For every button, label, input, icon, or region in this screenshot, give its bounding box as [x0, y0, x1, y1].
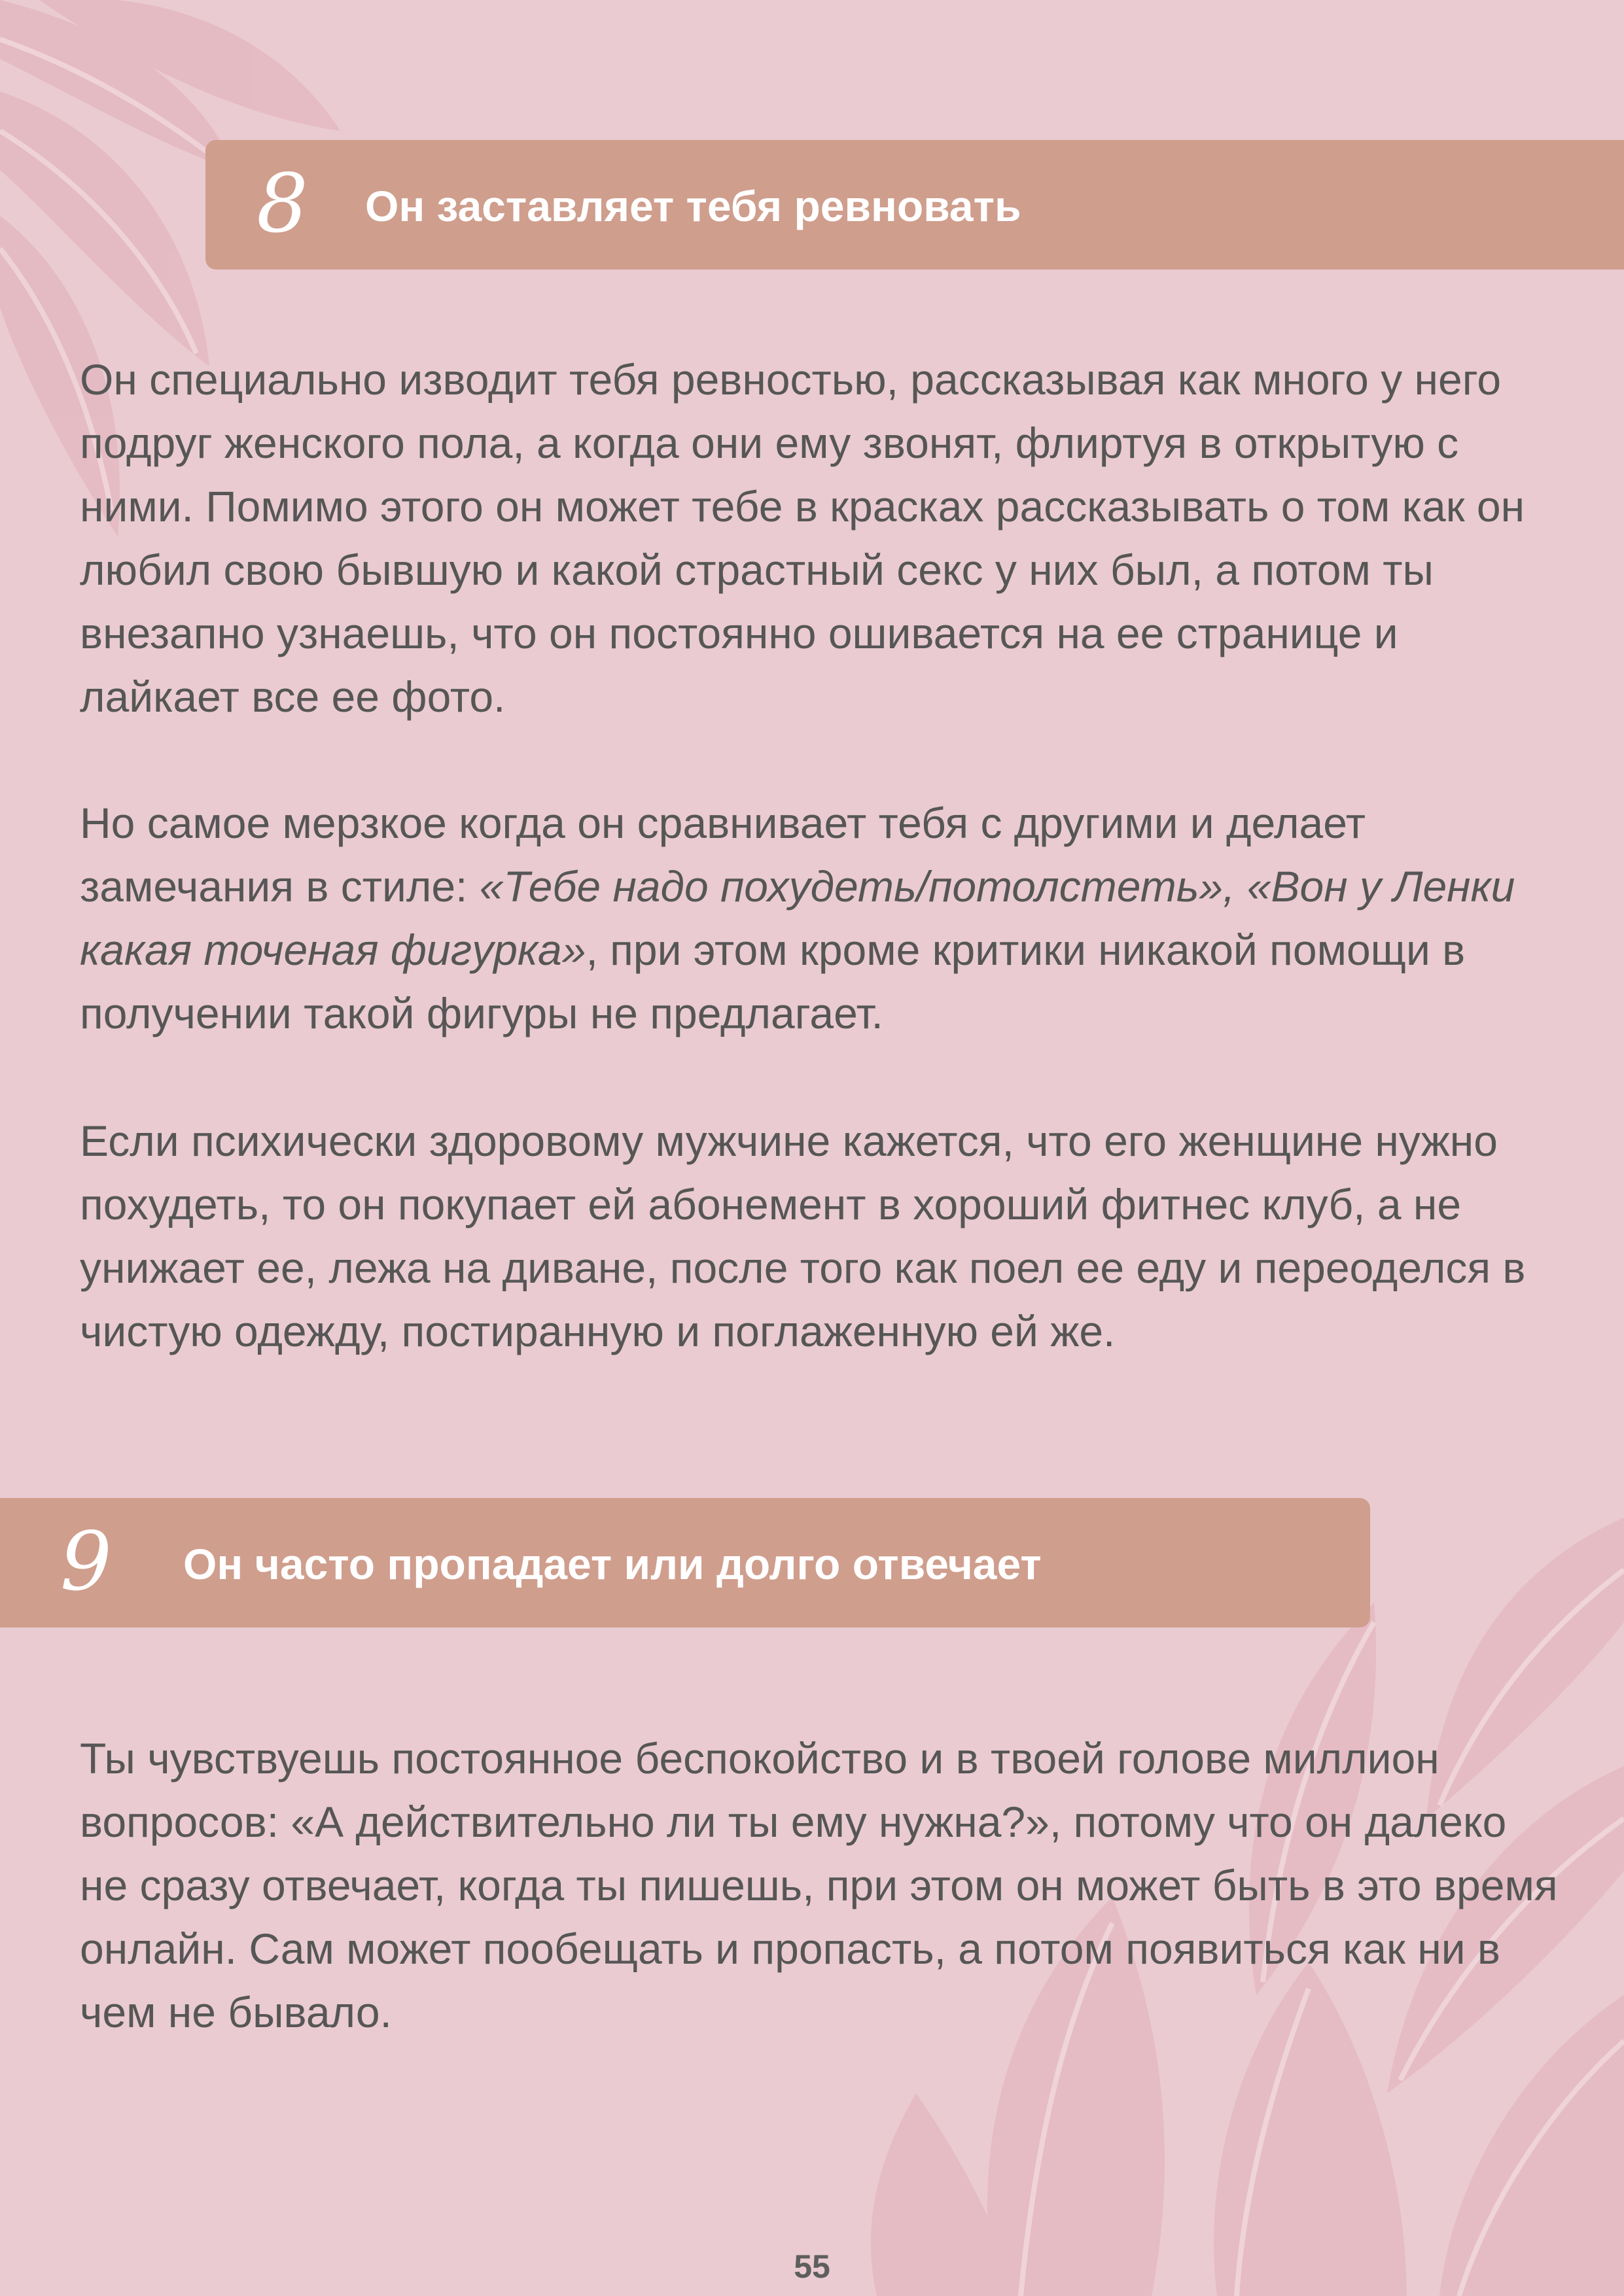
paragraph-text-before-quote: Но самое мерзкое когда он сравнивает тебя с другими и делает замечания в стиле:	[80, 799, 1366, 911]
paragraph-text	[80, 791, 1559, 1045]
page-number: 55	[794, 2248, 830, 2285]
section-8-heading-banner	[205, 140, 1624, 270]
section-8-title: Он заставляет тебя ревновать	[365, 182, 1021, 230]
paragraph-quote: «Тебе надо похудеть/потолстеть», «Вон у Ленки какая точеная фигурка»	[80, 862, 1515, 974]
section-9-heading-banner	[0, 1498, 1370, 1627]
section-9-paragraph-1	[80, 1727, 1559, 2044]
section-9-number: 9	[60, 1515, 112, 1609]
paragraph-text-after-quote: , при этом кроме критики никакой помощи в получении такой фигуры не предлагает.	[80, 926, 1466, 1037]
paragraph-text: Ты чувствуешь постоянное беспокойство и в твоей голове миллион вопросов: «А действительно ли ты ему нужна?», потому что он далеко не сразу отвечает, когда ты пишешь, при этом он может быть в это время онлайн. Сам может пообещать и пропасть, а потом появиться как ни в чем не бывало.	[80, 1734, 1558, 2036]
section-8-paragraph-3	[80, 1109, 1559, 1363]
section-8-number: 8	[256, 157, 308, 251]
section-8-paragraph-2	[80, 791, 1559, 1045]
paragraph-text: Он специально изводит тебя ревностью, рассказывая как много у него подруг женского пола, а когда они ему звонят, флиртуя в открытую с ними. Помимо этого он может тебе в красках рассказывать о том как он любил свою бывшую и какой страстный секс у них был, а потом ты внезапно узнаешь, что он постоянно ошивается на ее странице и лайкает все ее фото.	[80, 355, 1525, 721]
paragraph-text: Если психически здоровому мужчине кажется, что его женщине нужно похудеть, то он покупает ей абонемент в хороший фитнес клуб, а не унижает ее, лежа на диване, после того как поел ее еду и переоделся в чистую одежду, постиранную и поглаженную ей же.	[80, 1117, 1526, 1355]
section-9-title: Он часто пропадает или долго отвечает	[183, 1540, 1042, 1588]
section-8-paragraph-1	[80, 348, 1559, 729]
